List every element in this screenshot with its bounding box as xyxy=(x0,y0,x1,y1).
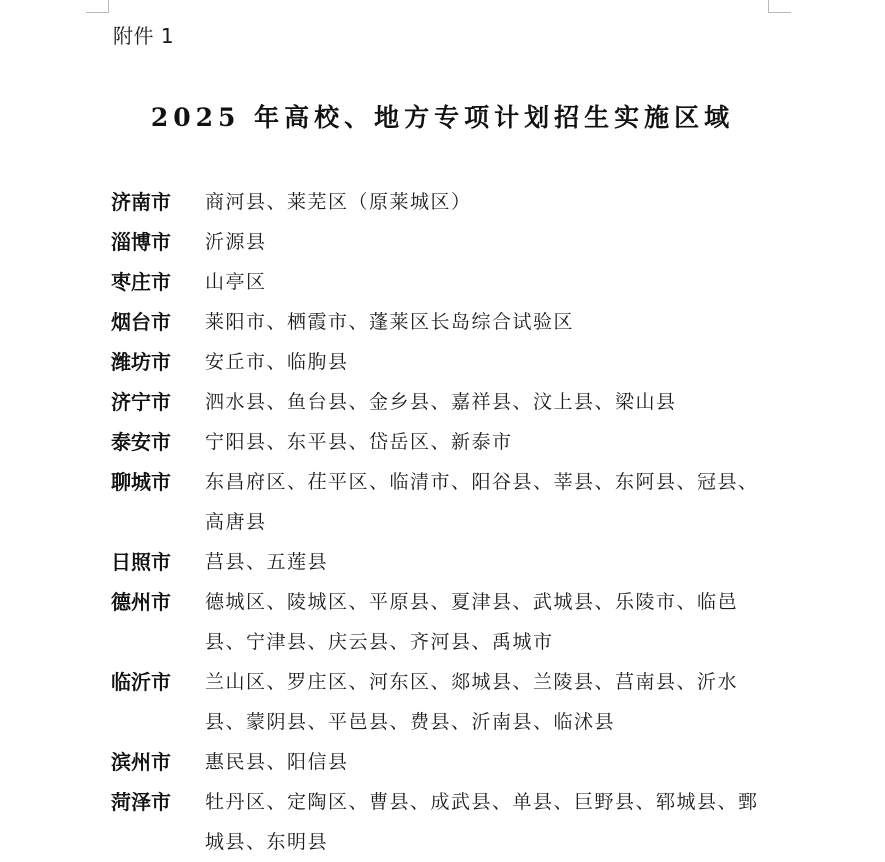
county-list: 德城区、陵城区、平原县、夏津县、武城县、乐陵市、临邑县、宁津县、庆云县、齐河县、禹城市 xyxy=(205,591,739,653)
document-title: 2025 年高校、地方专项计划招生实施区域 xyxy=(150,103,735,132)
city-name: 泰安市 xyxy=(111,430,171,454)
region-row-jinan xyxy=(111,182,771,222)
region-row-weifang xyxy=(111,342,771,382)
county-list: 山亭区 xyxy=(205,271,267,293)
region-row-liaocheng xyxy=(111,462,771,542)
city-name: 临沂市 xyxy=(111,670,171,694)
county-list: 宁阳县、东平县、岱岳区、新泰市 xyxy=(205,431,513,453)
region-row-linyi xyxy=(111,662,771,742)
region-row-zaozhuang xyxy=(111,262,771,302)
region-list xyxy=(111,182,771,862)
crop-mark-top-left xyxy=(86,0,109,13)
city-name: 滨州市 xyxy=(111,750,171,774)
county-list: 莒县、五莲县 xyxy=(205,551,329,573)
attachment-label: 附件 1 xyxy=(113,24,175,48)
city-name: 菏泽市 xyxy=(111,790,171,814)
city-name: 烟台市 xyxy=(111,310,171,334)
city-name: 日照市 xyxy=(111,550,171,574)
city-name: 济南市 xyxy=(111,190,171,214)
city-name: 潍坊市 xyxy=(111,350,171,374)
county-list: 沂源县 xyxy=(205,231,267,253)
county-list: 商河县、莱芜区（原莱城区） xyxy=(205,191,472,213)
region-row-heze xyxy=(111,782,771,862)
region-row-yantai xyxy=(111,302,771,342)
city-name: 淄博市 xyxy=(111,230,171,254)
county-list: 牡丹区、定陶区、曹县、成武县、单县、巨野县、郓城县、鄄城县、东明县 xyxy=(205,791,759,853)
region-row-rizhao xyxy=(111,542,771,582)
crop-mark-top-right xyxy=(768,0,791,13)
county-list: 莱阳市、栖霞市、蓬莱区长岛综合试验区 xyxy=(205,311,575,333)
region-row-binzhou xyxy=(111,742,771,782)
city-name: 聊城市 xyxy=(111,470,171,494)
county-list: 安丘市、临朐县 xyxy=(205,351,349,373)
region-row-jining xyxy=(111,382,771,422)
city-name: 枣庄市 xyxy=(111,270,171,294)
region-row-zibo xyxy=(111,222,771,262)
city-name: 济宁市 xyxy=(111,390,171,414)
county-list: 兰山区、罗庄区、河东区、郯城县、兰陵县、莒南县、沂水县、蒙阴县、平邑县、费县、沂南县、临沭县 xyxy=(205,671,739,733)
county-list: 泗水县、鱼台县、金乡县、嘉祥县、汶上县、梁山县 xyxy=(205,391,677,413)
region-row-dezhou xyxy=(111,582,771,662)
region-row-taian xyxy=(111,422,771,462)
county-list: 东昌府区、茌平区、临清市、阳谷县、莘县、东阿县、冠县、高唐县 xyxy=(205,471,759,533)
city-name: 德州市 xyxy=(111,590,171,614)
county-list: 惠民县、阳信县 xyxy=(205,751,349,773)
